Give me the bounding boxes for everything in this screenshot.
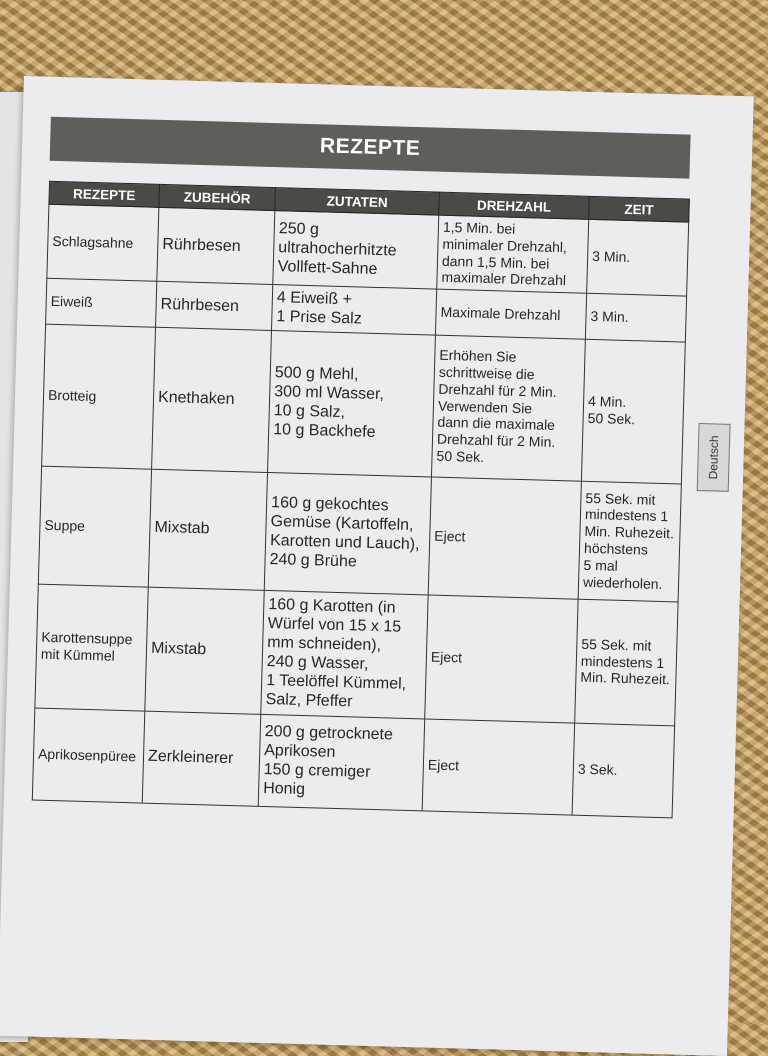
ingredients-cell: 250 g ultrahocherhitzte Vollfett-Sahne <box>273 211 439 290</box>
recipe-name-cell: Aprikosenpüree <box>32 708 145 803</box>
recipe-name-cell: Schlagsahne <box>47 204 159 281</box>
language-tab-label: Deutsch <box>706 435 722 480</box>
recipe-name-cell: Brotteig <box>42 324 156 469</box>
speed-cell: Eject <box>428 477 581 599</box>
column-header-time: ZEIT <box>589 196 690 222</box>
time-cell: 55 Sek. mit mindestens 1 Min. Ruhezeit. höchstens 5 mal wiederholen. <box>578 481 681 602</box>
time-cell: 3 Sek. <box>572 723 675 818</box>
table-row <box>35 584 678 726</box>
accessory-cell: Rührbesen <box>156 281 273 330</box>
column-header-ingredients: ZUTATEN <box>275 188 440 216</box>
ingredients-cell: 500 g Mehl, 300 ml Wasser, 10 g Salz, 10 g Backhefe <box>268 330 436 477</box>
speed-cell: 1,5 Min. bei minimaler Drehzahl, dann 1,5 Min. bei maximaler Drehzahl <box>437 215 589 293</box>
ingredients-cell: 200 g getrocknete Aprikosen 150 g cremiger Honig <box>258 714 425 811</box>
table-row <box>42 324 686 484</box>
time-cell: 55 Sek. mit mindestens 1 Min. Ruhezeit. <box>575 599 678 726</box>
speed-cell: Eject <box>422 719 575 815</box>
recipe-name-cell: Eiweiß <box>46 278 157 326</box>
column-header-recipe: REZEPTE <box>49 181 160 207</box>
column-header-accessory: ZUBEHÖR <box>159 184 276 210</box>
speed-cell: Erhöhen Sie schrittweise die Drehzahl für 2 Min. Verwenden Sie dann die maximale Drehzahl für 2 Min. 50 Sek. <box>431 335 585 481</box>
table-row <box>38 466 681 602</box>
ingredients-cell: 4 Eiweiß + 1 Prise Salz <box>272 285 437 335</box>
recipe-name-cell: Suppe <box>38 466 151 587</box>
column-header-speed: DREHZAHL <box>439 192 590 219</box>
table-row <box>32 708 674 818</box>
accessory-cell: Mixstab <box>148 469 267 590</box>
ingredients-cell: 160 g Karotten (in Würfel von 15 x 15 mm schneiden), 240 g Wasser, 1 Teelöffel Kümmel, Salz, Pfeffer <box>261 590 428 719</box>
ingredients-cell: 160 g gekochtes Gemüse (Kartoffeln, Karotten und Lauch), 240 g Brühe <box>264 472 431 595</box>
language-tab <box>697 423 731 492</box>
time-cell: 3 Min. <box>585 293 686 341</box>
accessory-cell: Mixstab <box>145 587 264 714</box>
manual-page <box>0 76 754 1056</box>
time-cell: 3 Min. <box>587 219 689 296</box>
recipe-name-cell: Karottensuppe mit Kümmel <box>35 584 148 711</box>
accessory-cell: Zerkleinerer <box>142 711 261 806</box>
time-cell: 4 Min. 50 Sek. <box>581 339 685 484</box>
page-title: REZEPTE <box>50 117 691 179</box>
accessory-cell: Rührbesen <box>157 207 275 284</box>
speed-cell: Eject <box>425 595 578 723</box>
speed-cell: Maximale Drehzahl <box>435 289 586 339</box>
recipe-table <box>32 181 690 818</box>
accessory-cell: Knethaken <box>152 327 272 472</box>
